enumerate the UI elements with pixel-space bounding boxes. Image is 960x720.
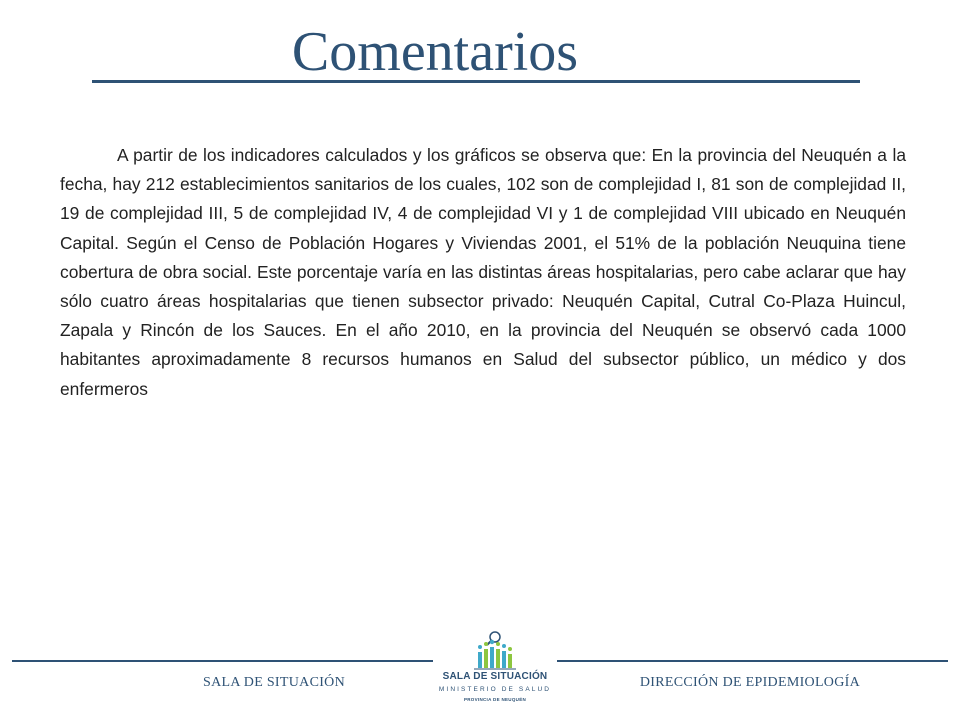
logo-name: SALA DE SITUACIÓN bbox=[442, 671, 548, 682]
footer-left-text: SALA DE SITUACIÓN bbox=[203, 675, 345, 690]
sala-de-situacion-logo bbox=[436, 628, 554, 712]
slide-title: Comentarios bbox=[291, 21, 579, 83]
logo-province: PROVINCIA DE NEUQUÉN bbox=[463, 697, 527, 702]
magnifier-bar-chart-icon bbox=[436, 628, 554, 672]
footer-rule-right bbox=[557, 660, 948, 662]
footer-right-text: DIRECCIÓN DE EPIDEMIOLOGÍA bbox=[639, 675, 860, 690]
title-underline bbox=[92, 80, 860, 83]
footer-rule-left bbox=[12, 660, 433, 662]
logo-ministry: MINISTERIO DE SALUD bbox=[438, 686, 552, 693]
body-paragraph: A partir de los indicadores calculados y los gráficos se observa que: En la provincia del Neuquén a la fecha, hay 212 establecimientos sanitarios de los cuales, 102 son de complejidad I, 81 son de complejidad II, 19 de complejidad III, 5 de complejidad IV, 4 de complejidad VI y 1 de complejidad VIII ubicado en Neuquén Capital. Según el Censo de Población Hogares y Viviendas 2001, el 51% de la población Neuquina tiene cobertura de obra social. Este porcentaje varía en las distintas áreas hospitalarias, pero cabe aclarar que hay sólo cuatro áreas hospitalarias que tienen subsector privado: Neuquén Capital, Cutral Co-Plaza Huincul, Zapala y Rincón de los Sauces. En el año 2010, en la provincia del Neuquén se observó cada 1000 habitantes aproximadamente 8 recursos humanos en Salud del subsector público, un médico y dos enfermeros bbox=[60, 145, 906, 399]
